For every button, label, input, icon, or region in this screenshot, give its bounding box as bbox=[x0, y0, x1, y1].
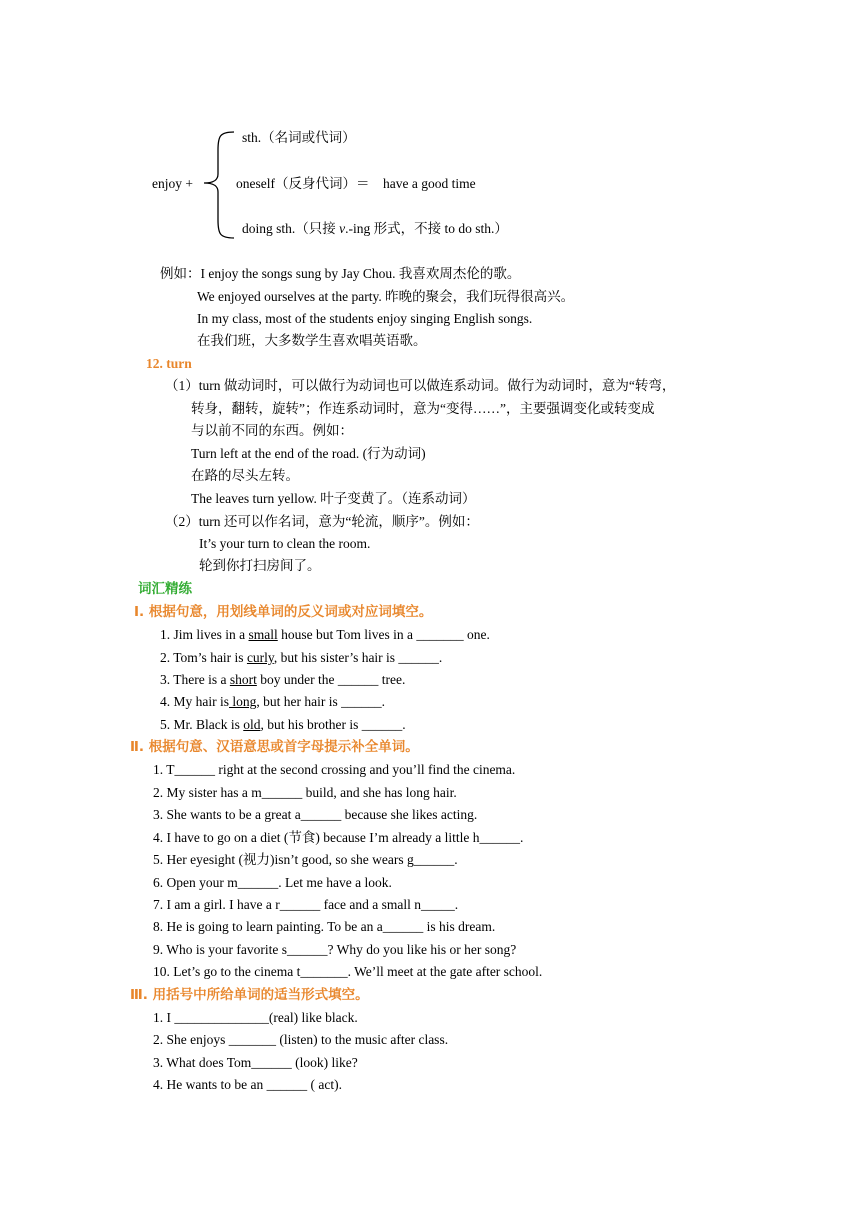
exercise-item: 3. What does Tom______ (look) like? bbox=[153, 1055, 358, 1070]
exercise-item: 3. She wants to be a great a______ because she likes acting. bbox=[153, 807, 478, 822]
turn-point-1-line-2: 转身，翻转，旋转”；作连系动词时，意为“变得……”，主要强调变化或转变成 bbox=[191, 401, 655, 416]
exercise-item: 8. He is going to learn painting. To be an a______ is his dream. bbox=[153, 919, 496, 934]
exercise-item: 3. There is a short boy under the ______ tree. bbox=[160, 672, 406, 687]
enjoy-example-2: We enjoyed ourselves at the party. 昨晚的聚会，我们玩得很高兴。 bbox=[197, 289, 575, 304]
exercise-item: 4. I have to go on a diet (节食) because I’m already a little h______. bbox=[153, 830, 524, 845]
turn-example-3-zh: 轮到你打扫房间了。 bbox=[199, 558, 321, 573]
enjoy-example-3-zh: 在我们班，大多数学生喜欢唱英语歌。 bbox=[197, 333, 427, 348]
exercise-item: 5. Her eyesight (视力)isn’t good, so she wears g______. bbox=[153, 852, 458, 867]
enjoy-option-oneself: oneself（反身代词）＝ have a good time bbox=[236, 176, 476, 191]
exercise-item: 2. My sister has a m______ build, and she has long hair. bbox=[153, 785, 457, 800]
exercise-item: 1. I ______________(real) like black. bbox=[153, 1010, 358, 1025]
turn-example-3: It’s your turn to clean the room. bbox=[199, 536, 371, 551]
turn-example-1-zh: 在路的尽头左转。 bbox=[191, 468, 299, 483]
exercise-item: 7. I am a girl. I have a r______ face and a small n_____. bbox=[153, 897, 459, 912]
exercise-item: 2. She enjoys _______ (listen) to the music after class. bbox=[153, 1032, 449, 1047]
exercise-item: 2. Tom’s hair is curly, but his sister’s hair is ______. bbox=[160, 650, 443, 665]
turn-example-2: The leaves turn yellow. 叶子变黄了。（连系动词） bbox=[191, 491, 476, 506]
brace-icon bbox=[198, 130, 238, 240]
turn-point-1-line-1: （1）turn 做动词时，可以做行为动词也可以做连系动词。做行为动词时，意为“转弯， bbox=[165, 378, 676, 393]
section-2-title: Ⅱ. 根据句意、汉语意思或首字母提示补全单词。 bbox=[130, 739, 419, 755]
section-3-title: Ⅲ. 用括号中所给单词的适当形式填空。 bbox=[130, 987, 369, 1003]
turn-example-1: Turn left at the end of the road. (行为动词) bbox=[191, 446, 426, 461]
exercise-item: 1. Jim lives in a small house but Tom lives in a _______ one. bbox=[160, 627, 490, 642]
turn-point-2: （2）turn 还可以作名词，意为“轮流，顺序”。例如： bbox=[165, 514, 479, 529]
turn-point-1-line-3: 与以前不同的东西。例如： bbox=[191, 423, 353, 438]
enjoy-lead: enjoy + bbox=[152, 176, 193, 191]
exercise-item: 4. He wants to be an ______ ( act). bbox=[153, 1077, 342, 1092]
exercise-item: 5. Mr. Black is old, but his brother is ______. bbox=[160, 717, 406, 732]
turn-heading: 12. turn bbox=[146, 356, 192, 371]
exercise-item: 6. Open your m______. Let me have a look. bbox=[153, 875, 392, 890]
exercise-item: 1. T______ right at the second crossing and you’ll find the cinema. bbox=[153, 762, 516, 777]
vocab-title: 词汇精练 bbox=[138, 581, 192, 597]
exercise-item: 10. Let’s go to the cinema t_______. We’ll meet at the gate after school. bbox=[153, 964, 543, 979]
section-1-title: Ⅰ. 根据句意，用划线单词的反义词或对应词填空。 bbox=[134, 604, 433, 620]
enjoy-option-doing: doing sth.（只接 v.-ing 形式，不接 to do sth.） bbox=[242, 221, 508, 236]
exercise-item: 4. My hair is long, but her hair is ______. bbox=[160, 694, 385, 709]
exercise-item: 9. Who is your favorite s______? Why do you like his or her song? bbox=[153, 942, 517, 957]
enjoy-option-sth: sth.（名词或代词） bbox=[242, 130, 356, 145]
enjoy-example-1: 例如：I enjoy the songs sung by Jay Chou. 我喜欢周杰伦的歌。 bbox=[160, 266, 521, 281]
enjoy-example-3: In my class, most of the students enjoy singing English songs. bbox=[197, 311, 533, 326]
